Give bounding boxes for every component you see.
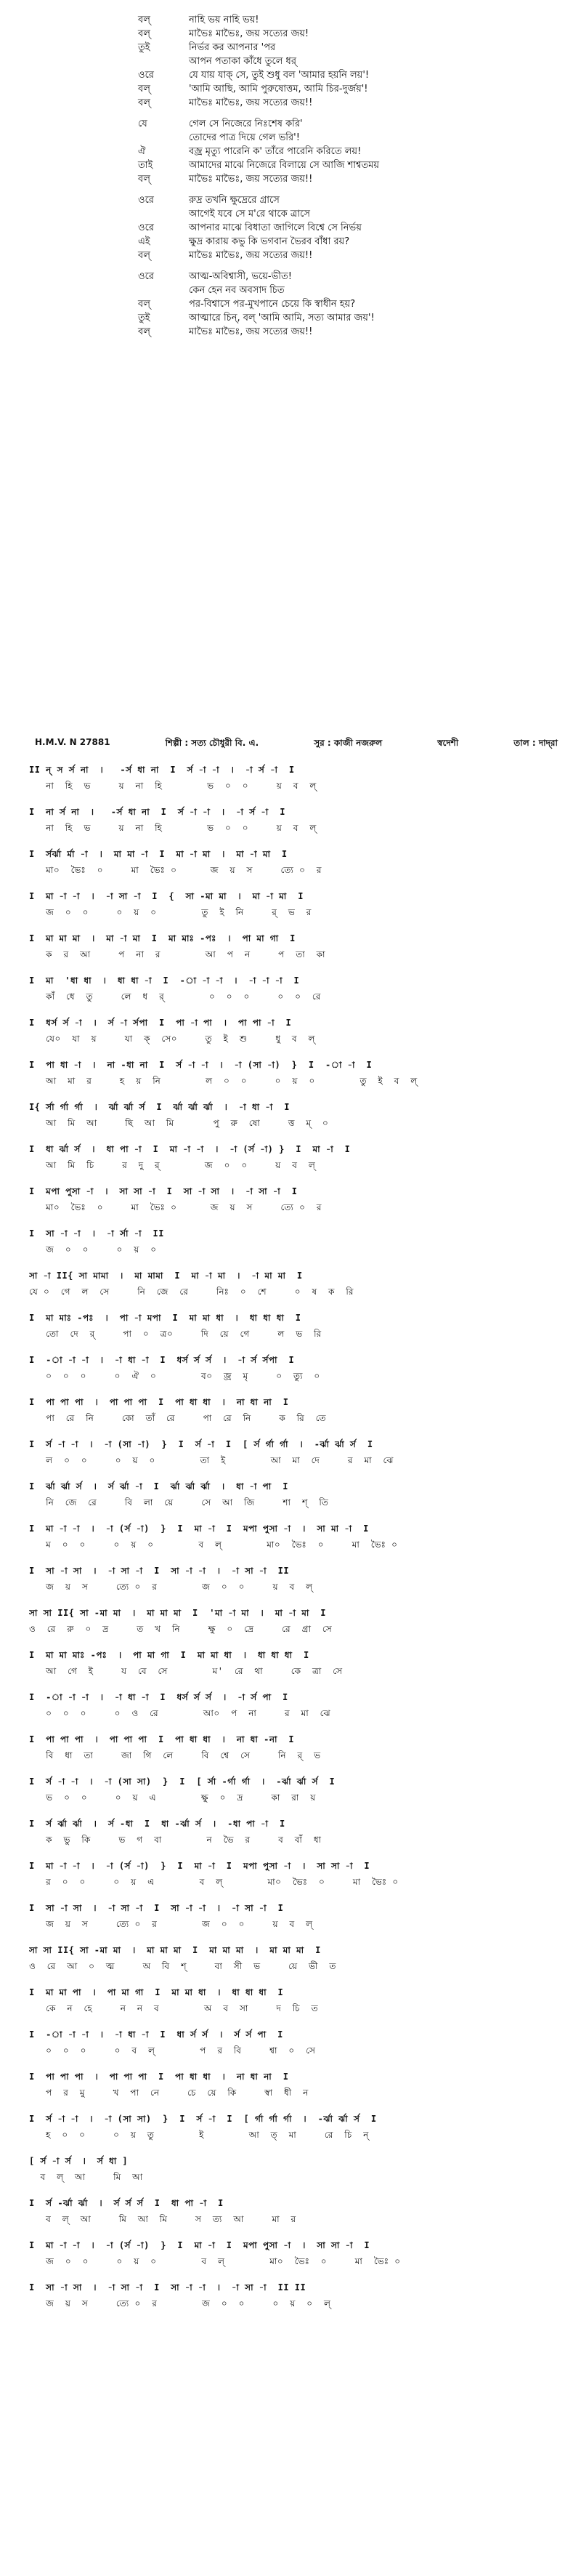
lyric-text: আপনার মাঝে বিধাতা জাগিলে বিশ্বে সে নির্ভয় [189,222,362,233]
swara-line: I র্ঝা র্ঝা র্স । র্স র্ঝা -া I র্ঝা র্ঝা র্ঝা । ধা -া পা I [29,1481,288,1492]
lyric-line [138,131,545,145]
lyric-line [138,221,545,235]
swara-line: I না র্স না । -র্স ধা না I র্স -া -া । -া র্স -া I [29,807,285,817]
swara-line: I র্স র্ঝা র্ঝা । র্স -ধা I ধা -র্ঝা র্স । -ধা পা -া I [29,1819,285,1829]
lyric-line [138,207,545,221]
notation-block [29,1900,566,1932]
syllable-line: পা রে নি কো তাঁ রে পা রে নি ক রি তে [29,1413,327,1423]
notation-block [29,2153,566,2185]
swara-line: I মা মাঃ -পঃ । পা -া মপা I মা মা ধা । ধা ধা ধা I [29,1313,301,1323]
notation-section [29,762,566,2322]
swara-line: I র্সর্ঝা র্মা -া । মা মা -া I মা -া মা । মা -া মা I [29,849,288,859]
composer-credit: সুর : কাজী নজরুল [314,738,383,748]
syllable-line: না হি ভ য় না হি ভ ০ ০ য় ব ল্ [29,781,317,791]
lyric-speaker: বল্‌ [138,326,150,337]
syllable-line: কে ন হে ন ন ব অ ব সা দ চি ত [29,2003,319,2013]
notation-block [29,1521,566,1553]
swara-line: I -া -া -া । -া ধা -া I ধর্স র্স র্স । -া র্স পা I [29,1692,288,1702]
notation-block [29,1268,566,1300]
lyric-text: যে যায় যাক্‌ সে, তুই শুধু বল 'আমার হয়নি লয়'! [189,70,370,81]
swara-line: I মা -া -া । -া সা -া I { সা -মা মা । মা -া মা I [29,891,304,901]
lyric-speaker: বল্‌ [138,97,150,108]
notation-block [29,1015,566,1047]
notation-block [29,2279,566,2311]
syllable-line: ০ ০ ০ ০ ব ল্ প র বি শ্বা ০ সে [29,2045,316,2056]
lyric-text: আপন পতাকা কাঁধে তুলে ধর্‌ [189,56,296,67]
syllable-line: না হি ভ য় না হি ভ ০ ০ য় ব ল্ [29,823,317,833]
notation-block [29,1183,566,1215]
lyric-speaker: ওরে [138,70,154,81]
notation-block [29,1436,566,1468]
lyric-speaker [138,283,189,297]
syllable-line: জ য় স ত্যে ০ র জ ০ ০ য় ব ল্ [29,1582,313,1592]
lyric-line [138,41,545,55]
lyric-text: ক্ষুদ্র কারায় কভু কি ভগবান ভৈরব বাঁধা রয়? [189,236,350,247]
swara-line: I সা -া সা । -া সা -া I সা -া -া । -া সা -া I [29,1903,284,1913]
raga-label: স্বদেশী [437,738,459,748]
syllable-line: আ মি চি র দু র্ জ ০ ০ য় ব ল্ [29,1160,316,1170]
swara-line: II ন্‌ স র্স না । -র্স ধা না I র্স -া -া । -া র্স -া I [29,765,295,775]
notation-block [29,846,566,878]
syllable-line: প র মু খ পা নে চে য়ে কি স্বা ধী ন [29,2088,309,2098]
lyric-text: বজ্র মৃত্যু পারেনি ক' তাঁরে পারেনি করিতে লয়! [189,146,362,157]
lyric-text: নাহি ভয় নাহি ভয়! [189,15,259,25]
lyric-speaker [138,55,189,68]
singer-credit: শিল্পী : সত্য চৌধুরী বি. এ. [165,738,259,748]
lyric-line [138,172,545,186]
lyric-text: তোদের পাত্র দিয়ে গেল ভরি'! [189,132,300,143]
swara-line: I পা পা পা । পা পা পা I পা ধা ধা । না ধা না I [29,1397,289,1407]
syllable-line: ল ০ ০ ০ য় ০ তা ই আ মা দে র মা ঝে [29,1455,394,1465]
swara-line: I র্স -া -া । -া (সা সা) } I র্স -া I [ র্গা র্গা র্গা । -র্ঝা র্ঝা র্স I [29,2114,377,2124]
lyric-line [138,270,545,283]
lyric-text: আগেই যবে সে ম'রে থাকে ত্রাসে [189,209,310,220]
syllable-line: যে০ যা য় যা ক্ সে০ তু ই শু ধু ব ল্ [29,1034,315,1044]
lyric-speaker: ঐ [138,146,146,157]
lyric-text: মাভৈঃ মাভৈঃ, জয় সত্যের জয়!! [189,174,313,185]
notation-block [29,1647,566,1679]
swara-line: I র্স -া -া । -া (সা -া) } I র্স -া I [ র্স র্গা র্গা । -র্ঝা র্ঝা র্স I [29,1439,373,1449]
notation-block [29,1984,566,2016]
swara-line: I ধা র্ঝা র্স । ধা পা -া I মা -া -া । -া (র্স -া) } I মা -া I [29,1144,351,1154]
lyric-speaker: যে [138,118,147,129]
lyric-line [138,68,545,82]
lyric-text: গেল সে নিজেরে নিঃশেষ করি' [189,118,303,129]
notation-block [29,1563,566,1595]
syllable-line: আ মি আ ছি আ মি পু রু ষো ত্ত ম্ ০ [29,1118,329,1128]
lyric-speaker: বল্‌ [138,250,150,261]
swara-line: I মা -া -া । -া (র্স -া) } I মা -া I মপা পুসা -া । সা সা -া I [29,2240,370,2250]
lyric-speaker: বল্‌ [138,174,150,185]
lyric-speaker: বল্‌ [138,299,150,310]
notation-block [29,2195,566,2227]
syllable-line: তো দে র্ পা ০ ত্র০ দি য়ে গে ল ভ রি [29,1329,322,1339]
lyric-line [138,82,545,96]
lyric-line [138,27,545,41]
swara-line: I মপা পুসা -া । সা সা -া I সা -া সা । -া সা -া I [29,1186,298,1196]
notation-block [29,1099,566,1131]
lyric-line [138,235,545,249]
notation-block [29,888,566,920]
syllable-line: হ ০ ০ ০ য় তু ই আ ত্ মা রে চি ন্ [29,2130,369,2140]
notation-block [29,1141,566,1173]
notation-block [29,2237,566,2269]
lyric-stanza [138,117,545,186]
swara-line: I পা ধা -া । না -ধা না I র্স -া -া । -া (সা -া) } I -া -া I [29,1060,373,1070]
syllable-line: জ ০ ০ ০ য় ০ [29,1244,157,1255]
syllable-line: ভ ০ ০ ০ য় এ ক্ষু ০ দ্র কা রা য় [29,1792,316,1803]
lyric-stanza [138,13,545,110]
lyric-text: 'আমি আছি, আমি পুরুষোত্তম, আমি চির-দুর্জয়'! [189,84,368,94]
syllable-line: র ০ ০ ০ য় এ ব ল্ মা০ ভৈঃ ০ মা ভৈঃ ০ [29,1877,399,1887]
swara-line: সা সা II{ সা -মা মা । মা মা মা I 'মা -া মা । মা -া মা I [29,1608,327,1618]
syllable-line: ম ০ ০ ০ য় ০ ব ল্ মা০ ভৈঃ ০ মা ভৈঃ ০ [29,1539,398,1550]
lyric-speaker [138,131,189,145]
lyric-line [138,145,545,158]
syllable-line: জ য় স ত্যে ০ র জ ০ ০ ০ য় ০ ল্ [29,2298,331,2309]
tala-label: তাল : দাদ্‌রা [513,738,558,748]
lyric-line [138,13,545,27]
notation-block [29,930,566,962]
syllable-line: যে ০ গে ল সে নি জে রে নিঃ ০ শে ০ ষ ক রি [29,1287,354,1297]
notation-block [29,1394,566,1426]
swara-line: I র্স -র্ঝা র্ঝা । র্স র্স র্স I ধা পা -া I [29,2198,224,2208]
lyric-speaker: তুই [138,42,150,53]
notation-block [29,1689,566,1721]
lyric-line [138,96,545,110]
notation-block [29,2111,566,2143]
lyric-speaker: বল্‌ [138,84,150,94]
lyric-speaker: তুই [138,313,150,323]
lyric-text: রুদ্র তখনি ক্ষুদ্রেরে গ্রাসে [189,195,280,206]
lyric-text: নির্ভর কর আপনার 'পর [189,42,276,53]
syllable-line: ব ল্ আ মি আ মি স ত্য আ মা র [29,2214,296,2224]
notation-block [29,2069,566,2101]
swara-line: I মা মা পা । পা মা গা I মা মা ধা । ধা ধা ধা I [29,1987,284,1997]
syllable-line: আ মা র হ য় নি ল ০ ০ ০ য় ০ তু ই ব ল্ [29,1076,418,1086]
syllable-line: জ ০ ০ ০ য় ০ তু ই নি র্ ভ র [29,907,312,917]
lyric-line [138,193,545,207]
notation-block [29,1478,566,1510]
swara-line: সা -া II{ সা মামা । মা মামা I মা -া মা । -া মা মা I [29,1271,303,1281]
lyric-stanza [138,270,545,339]
notation-block [29,1310,566,1342]
lyric-speaker: ওরে [138,271,154,282]
syllable-line: ক ভু কি ভ গ বা ন ভৈ র ব বাঁ ধা [29,1835,322,1845]
swara-line: I পা পা পা । পা পা পা I পা ধা ধা । না ধা -না I [29,1734,295,1744]
syllable-line: আ গে ই য বে সে ম' রে থা কে ত্রা সে [29,1666,343,1676]
syllable-line: ক র আ প না র আ প ন প তা কা [29,949,326,959]
notation-block [29,2026,566,2058]
lyric-stanza [138,193,545,262]
swara-line: I মা মা মা । মা -া মা I মা মাঃ -পঃ । পা মা গা I [29,933,296,943]
lyric-text: আত্মারে চিন্‌, বল্‌ 'আমি আমি, সত্য আমার জয়'! [189,313,375,323]
syllable-line: বি ধা তা জা গি লে বি শ্বে সে নি র্ ভ [29,1750,321,1760]
lyric-speaker: বল্‌ [138,28,150,39]
swara-line: I মা মা মাঃ -পঃ । পা মা গা I মা মা ধা । ধা ধা ধা I [29,1650,309,1660]
notation-block [29,1605,566,1637]
syllable-line: ও রে রু ০ দ্র ত খ নি ক্ষু ০ দ্রে রে গ্রা সে [29,1624,333,1634]
lyric-text: মাভৈঃ মাভৈঃ, জয় সত্যের জয়! [189,28,309,39]
record-header [35,737,558,752]
lyric-speaker: বল্‌ [138,15,150,25]
swara-line: [ র্স -া র্স । র্স ধা ] [29,2156,129,2166]
swara-line: I মা -া -া । -া (র্স -া) } I মা -া I মপা পুসা -া । সা সা -া I [29,1861,370,1871]
record-number: H.M.V. N 27881 [35,737,110,747]
swara-line: I -া -া -া । -া ধা -া I ধা র্স র্স । র্স র্স পা I [29,2029,283,2040]
lyric-line [138,55,545,68]
syllable-line: ০ ০ ০ ০ ও রে আ০ প না র মা ঝে [29,1708,331,1718]
swara-line: I র্স -া -া । -া (সা সা) } I [ র্সা -র্গা র্গা । -র্ঝা র্ঝা র্স I [29,1776,336,1787]
notation-block [29,1731,566,1763]
lyric-line [138,283,545,297]
notation-block [29,1942,566,1974]
lyrics-section [138,13,545,346]
lyric-text: আত্ম-অবিশ্বাসী, ভয়ে-ভীত! [189,271,292,282]
lyric-line [138,158,545,172]
swara-line: I সা -া -া । -া র্সা -া II [29,1228,164,1239]
lyric-line [138,325,545,339]
swara-line: I মা 'ধা ধা । ধা ধা -া I -া -া -া । -া -া -া I [29,975,300,986]
swara-line: I -া -া -া । -া ধা -া I ধর্স র্স র্স । -া র্স র্সপা I [29,1355,295,1365]
lyric-text: মাভৈঃ মাভৈঃ, জয় সত্যের জয়!! [189,250,313,261]
lyric-speaker [138,207,189,221]
notation-block [29,1225,566,1257]
notation-block [29,1352,566,1384]
swara-line: সা সা II{ সা -মা মা । মা মা মা I মা মা মা । মা মা মা I [29,1945,321,1955]
syllable-line: ও রে আ ০ ত্ম অ বি শ্ বা সী ভ য়ে ভী ত [29,1961,336,1971]
lyric-line [138,117,545,131]
lyric-speaker: ওরে [138,222,154,233]
notation-block [29,762,566,794]
lyric-line [138,297,545,311]
swara-line: I পা পা পা । পা পা পা I পা ধা ধা । না ধা না I [29,2072,289,2082]
lyric-text: কেন হেন নব অবসাদ চিত [189,285,285,296]
syllable-line: জ ০ ০ ০ য় ০ ব ল্ মা০ ভৈঃ ০ মা ভৈঃ ০ [29,2256,401,2266]
lyric-text: মাভৈঃ মাভৈঃ, জয় সত্যের জয়!! [189,97,313,108]
swara-line: I সা -া সা । -া সা -া I সা -া -া । -া সা -া II II [29,2282,306,2293]
notation-block [29,1057,566,1089]
swara-line: I মা -া -া । -া (র্স -া) } I মা -া I মপা পুসা -া । সা মা -া I [29,1524,369,1534]
syllable-line: ০ ০ ০ ০ ঐ ০ ব০ জ্র মৃ ০ ত্যু ০ [29,1371,320,1381]
notation-block [29,973,566,1005]
syllable-line: মা০ ভৈঃ ০ মা ভৈঃ ০ জ য় স ত্যে ০ র [29,1202,322,1212]
lyric-text: পর-বিশ্বাসে পর-মুখপানে চেয়ে কি স্বাধীন হয়? [189,299,356,310]
lyric-speaker: তাই [138,160,153,171]
notation-block [29,804,566,836]
notation-block [29,1774,566,1806]
syllable-line: জ য় স ত্যে ০ র জ ০ ০ য় ব ল্ [29,1919,313,1929]
notation-block [29,1858,566,1890]
swara-line: I সা -া সা । -া সা -া I সা -া -া । -া সা -া II [29,1566,290,1576]
swara-line: I ধর্স র্স -া । র্স -া র্সপা I পা -া পা । পা পা -া I [29,1018,292,1028]
notation-block [29,1816,566,1848]
lyric-text: মাভৈঃ মাভৈঃ, জয় সত্যের জয়!! [189,326,313,337]
syllable-line: মা০ ভৈঃ ০ মা ভৈঃ ০ জ য় স ত্যে ০ র [29,865,322,875]
syllable-line: নি জে রে বি লা য়ে সে আ জি শা শ্ তি [29,1497,329,1508]
swara-line: I{ র্সা র্গা র্গা । র্ঝা র্ঝা র্স I র্ঝা র্ঝা র্ঝা । -া ধা -া I [29,1102,290,1112]
lyric-text: আমাদের মাঝে নিজেরে বিলায়ে সে আজি শাশ্বতময় [189,160,380,171]
lyric-speaker: এই [138,236,150,247]
syllable-line: ব ল্ আ মি আ [29,2172,143,2182]
lyric-line [138,311,545,325]
syllable-line: কাঁ ধে তু লে ধ র্ ০ ০ ০ ০ ০ রে [29,991,321,1002]
lyric-line [138,249,545,262]
lyric-speaker: ওরে [138,195,154,206]
